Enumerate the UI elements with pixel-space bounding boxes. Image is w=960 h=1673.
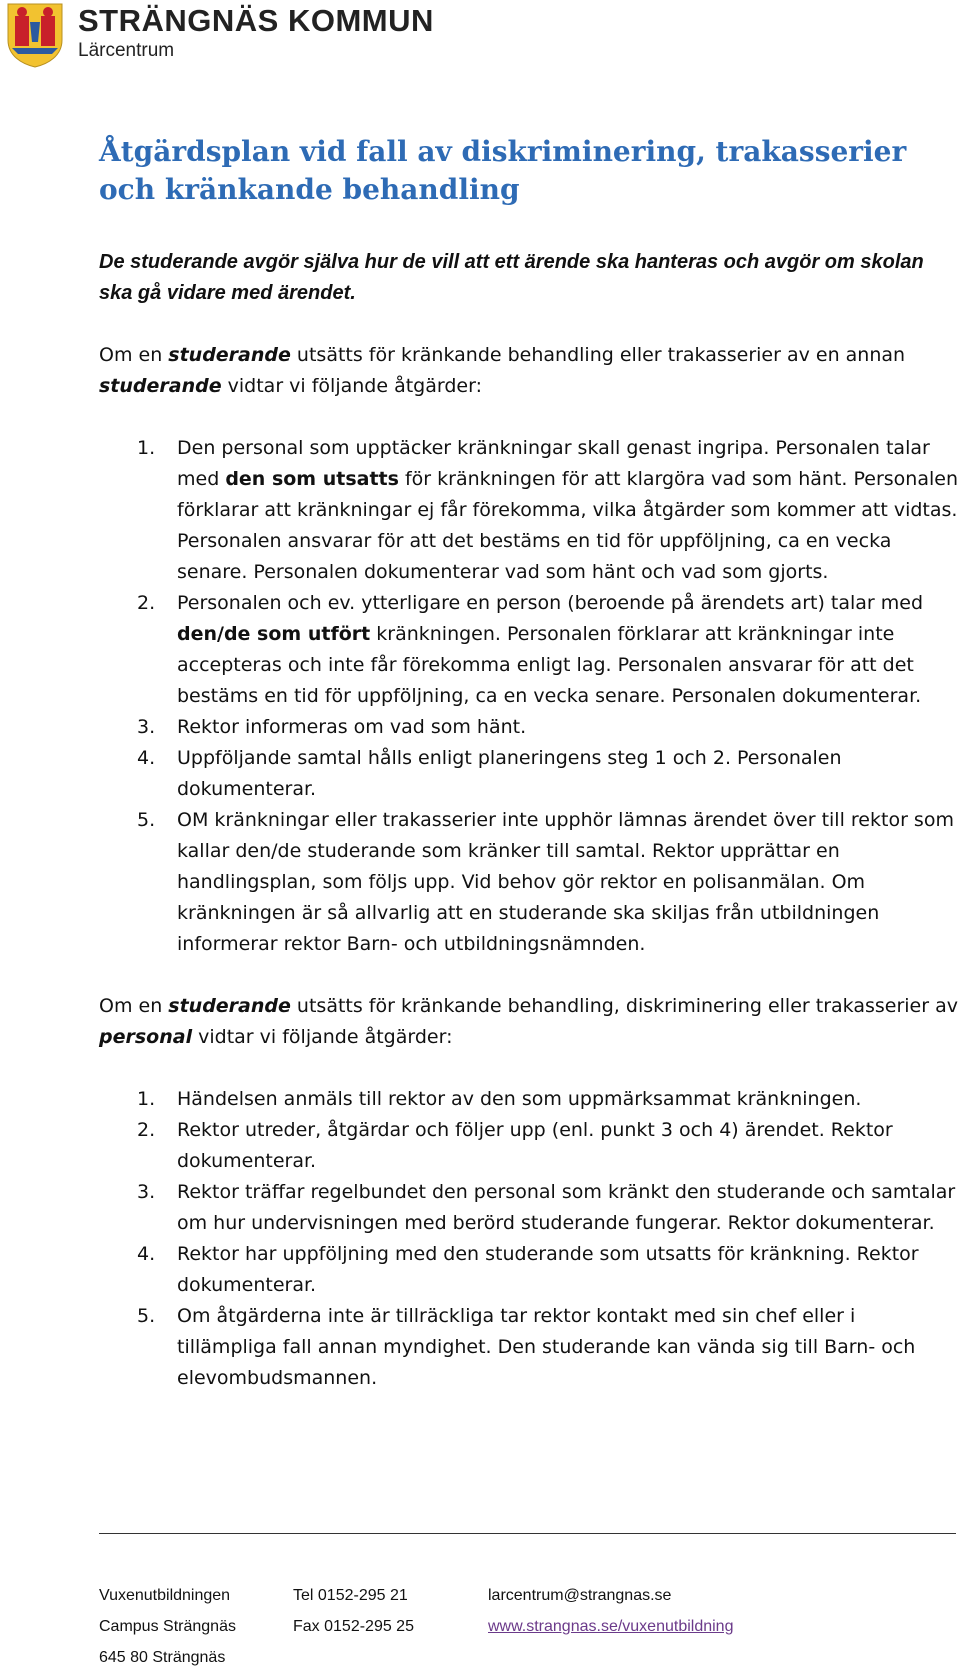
list-number: 3.: [137, 716, 156, 738]
list-number: 4.: [137, 747, 156, 769]
list-number: 1.: [137, 1088, 156, 1110]
section1-intro-emphasis: studerande: [99, 375, 222, 397]
list-text: kränkningen. Personalen förklarar att kränkningar inte accepteras och inte får förekomma enligt lag. Personalen ansvarar för att det bestäms en tid för uppföljning, ca en vecka senare. Personalen dokumenterar.: [177, 623, 922, 707]
list-text: Den personal som upptäcker kränkningar skall genast ingripa. Personalen talar med: [177, 437, 930, 490]
list-text: Rektor träffar regelbundet den personal som kränkt den studerande och samtalar om hur undervisningen med berörd studerande fungerar. Rektor dokumenterar.: [177, 1181, 956, 1234]
list-text: Rektor har uppföljning med den studerande som utsatts för kränkning. Rektor dokumenterar.: [177, 1243, 919, 1296]
list-item: [99, 1177, 959, 1239]
list-item: [99, 1084, 959, 1115]
section1-intro: [99, 340, 959, 402]
list-item: [99, 1239, 959, 1301]
list-bold: den/de som utfört: [177, 623, 371, 645]
footer-email[interactable]: larcentrum@strangnas.se: [488, 1587, 672, 1604]
footer-phone: [293, 1580, 414, 1642]
list-item: [99, 588, 959, 712]
list-item: [99, 1301, 959, 1394]
list-item: [99, 1115, 959, 1177]
list-item: [99, 433, 959, 588]
section2-intro: [99, 991, 959, 1053]
document-title: Åtgärdsplan vid fall av diskriminering, trakasserier och kränkande behandling: [99, 135, 907, 206]
list-number: 1.: [137, 437, 156, 459]
footer-website-link[interactable]: www.strangnas.se/vuxenutbildning: [488, 1618, 734, 1635]
section2-intro-emphasis: personal: [99, 1026, 193, 1048]
list-number: 3.: [137, 1181, 156, 1203]
section2-intro-text: Om en: [99, 995, 169, 1017]
list-text: Om åtgärderna inte är tillräckliga tar rektor kontakt med sin chef eller i tillämpliga fall annan myndighet. Den studerande kan vända sig till Barn- och elevombudsmannen.: [177, 1305, 916, 1389]
list-bold: den som utsatts: [225, 468, 399, 490]
section2-list: [99, 1084, 959, 1394]
section2-intro-text: utsätts för kränkande behandling, diskriminering eller trakasserier av: [290, 995, 958, 1017]
org-name: STRÄNGNÄS KOMMUN: [78, 3, 434, 38]
section2-intro-emphasis: studerande: [168, 995, 291, 1017]
list-item: [99, 712, 959, 743]
list-number: 5.: [137, 1305, 156, 1327]
section2-intro-text: vidtar vi följande åtgärder:: [192, 1026, 453, 1048]
section1-intro-text: Om en: [99, 344, 169, 366]
list-text: Rektor informeras om vad som hänt.: [177, 716, 527, 738]
list-text: Rektor utreder, åtgärdar och följer upp (enl. punkt 3 och 4) ärendet. Rektor dokumenterar.: [177, 1119, 893, 1172]
footer-fax: Fax 0152-295 25: [293, 1618, 414, 1635]
brand-block: [78, 4, 434, 62]
list-text: OM kränkningar eller trakasserier inte upphör lämnas ärendet över till rektor som kallar den/de studerande som kränker till samtal. Rektor upprättar en handlingsplan, som följs upp. Vid behov gör rektor en polisanmälan. Om kränkningen är så allvarlig att en studerande ska skiljas från utbildningen informerar rektor Barn- och utbildningsnämnden.: [177, 809, 954, 955]
section1-intro-emphasis: studerande: [168, 344, 291, 366]
list-text: för kränkningen för att klargöra vad som hänt. Personalen förklarar att kränkningar ej får förekomma, vilka åtgärder som kommer att vidtas. Personalen ansvarar för att det bestäms en tid för uppföljning, ca en vecka senare. Personalen dokumenterar vad som hänt och vad som gjorts.: [177, 468, 958, 583]
list-number: 2.: [137, 592, 156, 614]
list-number: 4.: [137, 1243, 156, 1265]
list-number: 5.: [137, 809, 156, 831]
footer-address: [99, 1580, 236, 1673]
footer-campus: Campus Strängnäs: [99, 1618, 236, 1635]
list-text: Händelsen anmäls till rektor av den som uppmärksammat kränkningen.: [177, 1088, 862, 1110]
footer-tel: Tel 0152-295 21: [293, 1587, 408, 1604]
list-number: 2.: [137, 1119, 156, 1141]
section1-intro-text: vidtar vi följande åtgärder:: [221, 375, 482, 397]
footer-divider: [99, 1533, 956, 1534]
section1-intro-text: utsätts för kränkande behandling eller trakasserier av en annan: [290, 344, 906, 366]
org-unit: Lärcentrum: [78, 40, 175, 61]
municipal-coat-of-arms-icon: [6, 2, 64, 68]
list-item: [99, 743, 959, 805]
section1-list: [99, 433, 959, 960]
footer-postal: 645 80 Strängnäs: [99, 1649, 226, 1666]
list-text: Uppföljande samtal hålls enligt planeringens steg 1 och 2. Personalen dokumenterar.: [177, 747, 842, 800]
list-item: [99, 805, 959, 960]
footer-contact: [488, 1580, 733, 1642]
footer-org: Vuxenutbildningen: [99, 1587, 231, 1604]
lead-paragraph: De studerande avgör själva hur de vill att ett ärende ska hanteras och avgör om skolan ska gå vidare med ärendet.: [99, 251, 924, 304]
list-text: Personalen och ev. ytterligare en person (beroende på ärendets art) talar med: [177, 592, 924, 614]
document-body: [99, 133, 959, 1425]
